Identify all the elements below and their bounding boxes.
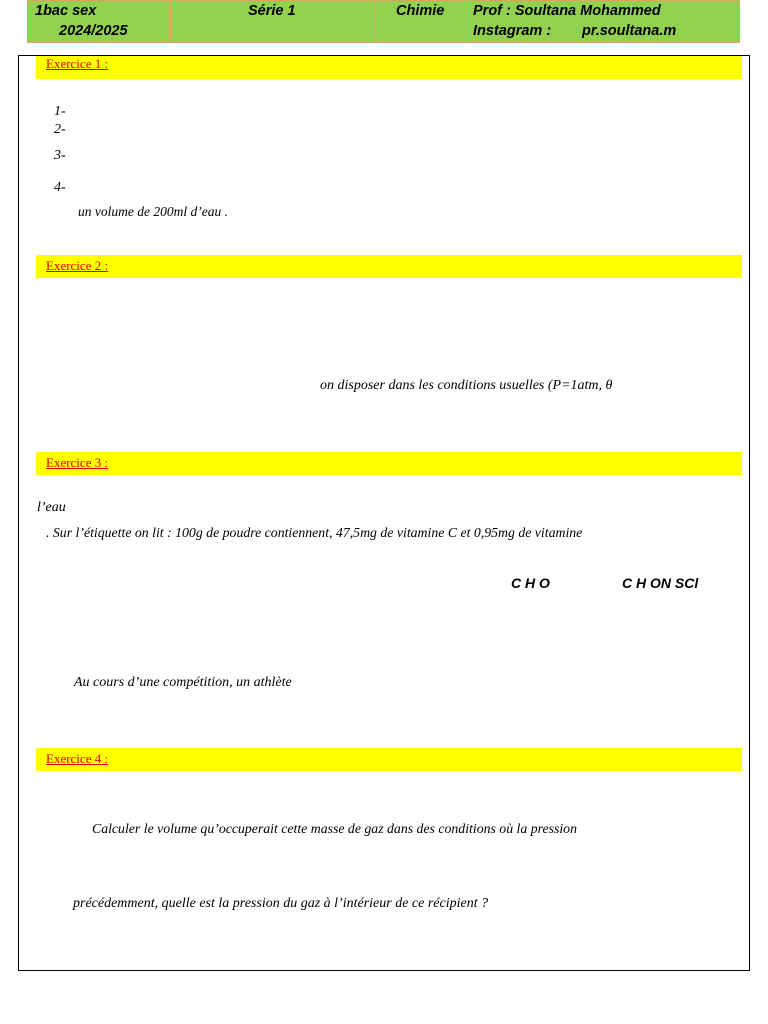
- ex3-line-3: Au cours d’une compétition, un athlète: [74, 675, 292, 690]
- header-class-cell: [28, 1, 171, 42]
- prof-name: Prof : Soultana Mohammed: [473, 3, 661, 19]
- subject-label: Chimie: [396, 3, 445, 19]
- header-table: [27, 0, 740, 43]
- exercise-4-title: Exercice 4 :: [46, 751, 109, 766]
- ex2-line: on disposer dans les conditions usuelles (P=1atm, θ: [320, 378, 613, 393]
- header-subject-cell: [376, 1, 468, 42]
- ex1-item-3: 3-: [54, 148, 66, 163]
- exercise-1-title: Exercice 1 :: [46, 56, 109, 71]
- exercise-3-title: Exercice 3 :: [46, 455, 109, 470]
- instagram-handle: pr.soultana.m: [582, 23, 677, 39]
- header-series-cell: [171, 1, 376, 42]
- exercise-1-bar: [36, 56, 742, 79]
- class-label: 1bac sex: [35, 3, 97, 19]
- worksheet-frame: [18, 55, 750, 971]
- header-prof-cell: [468, 1, 739, 42]
- ex4-line-1: Calculer le volume qu’occuperait cette masse de gaz dans des conditions où la pression: [92, 821, 577, 836]
- ex3-formula-vitamin-b1: C H ON SCl: [622, 575, 699, 591]
- ex1-item-1: 1-: [54, 104, 66, 119]
- ex1-line: un volume de 200ml d’eau .: [78, 204, 228, 219]
- school-year: 2024/2025: [59, 23, 128, 39]
- series-label: Série 1: [248, 3, 296, 19]
- ex3-formula-vitamin-c: C H O: [511, 575, 550, 591]
- ex4-line-2: précédemment, quelle est la pression du gaz à l’intérieur de ce récipient ?: [73, 896, 489, 911]
- exercise-2-bar: [36, 255, 742, 278]
- ex1-item-4: 4-: [54, 180, 66, 195]
- ex3-line-1: l’eau: [37, 500, 66, 515]
- exercise-3-bar: [36, 452, 742, 475]
- ex1-item-2: 2-: [54, 122, 66, 137]
- exercise-4-bar: [36, 748, 742, 771]
- exercise-2-title: Exercice 2 :: [46, 258, 109, 273]
- instagram-label: Instagram :: [473, 23, 552, 39]
- ex3-line-2: . Sur l’étiquette on lit : 100g de poudre contiennent, 47,5mg de vitamine C et 0,95mg de vitamine: [46, 525, 583, 540]
